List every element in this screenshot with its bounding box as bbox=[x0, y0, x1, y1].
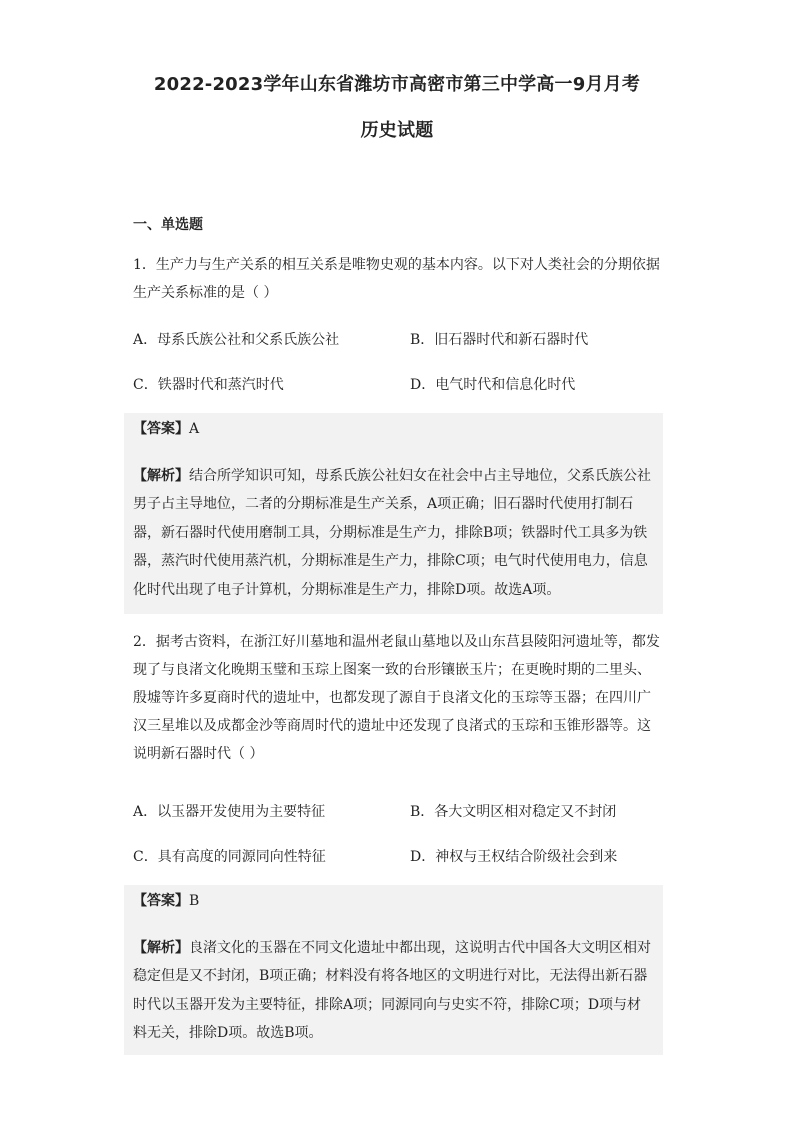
answer-value: A bbox=[189, 421, 200, 437]
question-1-option-a: A．母系氏族公社和父系氏族公社 bbox=[133, 332, 340, 348]
question-2-option-c: C．具有高度的同源同向性特征 bbox=[133, 849, 326, 865]
section-heading: 一、单选题 bbox=[133, 217, 203, 233]
question-1-analysis bbox=[133, 462, 654, 605]
analysis-text: 结合所学知识可知，母系氏族公社妇女在社会中占主导地位，父系氏族公社男子占主导地位，二者的分期标准是生产关系，A项正确；旧石器时代使用打制石器，新石器时代使用磨制工具，分期标准是生产力，排除B项；铁器时代工具多为铁器，蒸汽时代使用蒸汽机，分期标准是生产力，排除C项；电气时代使用电力，信息化时代出现了电子计算机，分期标准是生产力，排除D项。故选A项。 bbox=[133, 467, 651, 598]
question-2-answer-box bbox=[124, 885, 663, 1055]
question-1-option-c: C．铁器时代和蒸汽时代 bbox=[133, 377, 284, 393]
question-1-stem: 1．生产力与生产关系的相互关系是唯物史观的基本内容。以下对人类社会的分期依据生产关系标准的是（ ） bbox=[133, 257, 660, 301]
question-1-answer bbox=[133, 415, 654, 444]
question-1-answer-box bbox=[124, 413, 663, 614]
question-2-option-b: B．各大文明区相对稳定又不封闭 bbox=[410, 804, 617, 820]
analysis-label: 【解析】 bbox=[133, 467, 189, 484]
analysis-text: 良渚文化的玉器在不同文化遗址中都出现，这说明古代中国各大文明区相对稳定但是又不封闭，B项正确；材料没有将各地区的文明进行对比，无法得出新石器时代以玉器开发为主要特征，排除A项；同源同向与史实不符，排除C项；D项与材料无关，排除D项。故选B项。 bbox=[133, 939, 651, 1041]
answer-value: B bbox=[189, 893, 200, 909]
question-1-option-d: D．电气时代和信息化时代 bbox=[410, 377, 576, 393]
document-title: 2022-2023学年山东省潍坊市高密市第三中学高一9月月考 bbox=[153, 74, 641, 95]
answer-label: 【答案】 bbox=[133, 421, 189, 437]
document-subtitle: 历史试题 bbox=[360, 120, 434, 141]
question-2-analysis bbox=[133, 934, 654, 1048]
question-2-option-d: D．神权与王权结合阶级社会到来 bbox=[410, 849, 618, 865]
question-2-answer bbox=[133, 887, 654, 916]
question-2-option-a: A．以玉器开发使用为主要特征 bbox=[133, 804, 326, 820]
question-1-option-b: B．旧石器时代和新石器时代 bbox=[410, 332, 589, 348]
answer-label: 【答案】 bbox=[133, 893, 189, 909]
question-2-stem: 2．据考古资料，在浙江好川墓地和温州老鼠山墓地以及山东莒县陵阳河遗址等，都发现了与良渚文化晚期玉璧和玉琮上图案一致的台形镶嵌玉片；在更晚时期的二里头、殷墟等许多夏商时代的遗址中，也都发现了源自于良渚文化的玉琮等玉器；在四川广汉三星堆以及成都金沙等商周时代的遗址中还发现了良渚式的玉琮和玉锥形器等。这说明新石器时代（ ） bbox=[133, 634, 660, 762]
analysis-label: 【解析】 bbox=[133, 939, 189, 956]
